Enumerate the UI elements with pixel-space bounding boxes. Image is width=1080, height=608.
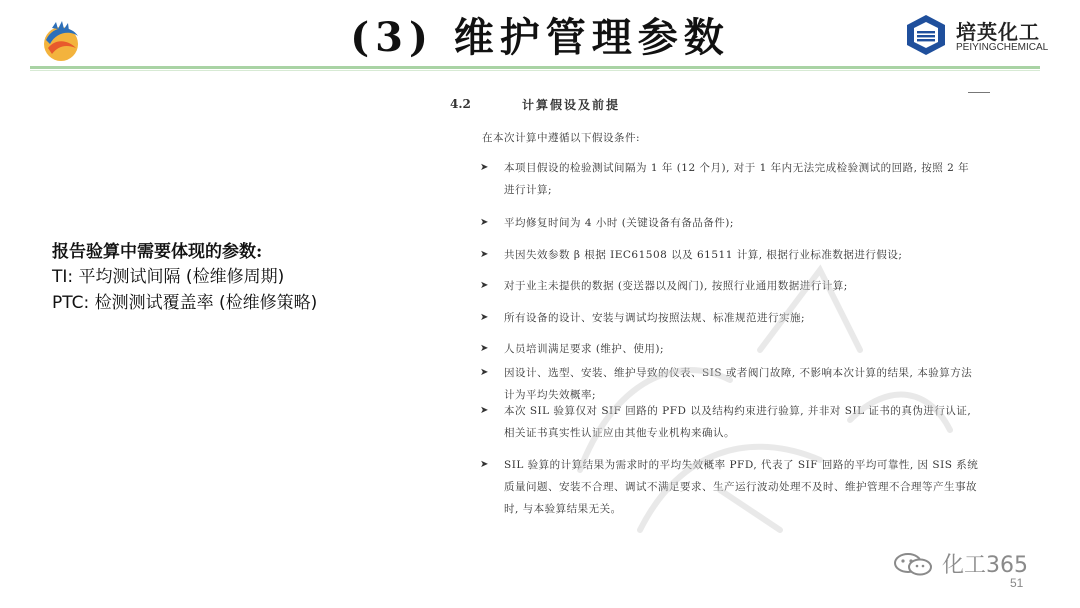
page-corner-mark (968, 92, 990, 93)
arrow-bullet-icon: ➤ (480, 249, 489, 260)
report-excerpt (440, 82, 1020, 542)
arrow-bullet-icon: ➤ (480, 217, 489, 228)
page-number: 51 (1010, 576, 1024, 590)
list-item (480, 157, 980, 201)
list-item (480, 212, 980, 234)
list-item-text: 因设计、选型、安装、维护导致的仪表、SIS 或者阀门故障, 不影响本次计算的结果, 本验算方法计为平均失效概率; (504, 367, 973, 401)
list-item-text: 所有设备的设计、安装与调试均按照法规、标准规范进行实施; (504, 312, 806, 324)
section-title: 计算假设及前提 (522, 98, 621, 112)
arrow-bullet-icon: ➤ (480, 459, 489, 470)
brand-subtitle: PEIYINGCHEMICAL (956, 42, 1049, 53)
list-item (480, 400, 980, 444)
summary-heading: 报告验算中需要体现的参数: (52, 242, 263, 262)
list-item-text: 共因失效参数 β 根据 IEC61508 以及 61511 计算, 根据行业标准数据进行假设; (504, 249, 903, 261)
slide-header (0, 0, 1080, 72)
arrow-bullet-icon: ➤ (480, 367, 489, 378)
summary-line-ti: TI: 平均测试间隔 (检维修周期) (52, 267, 285, 287)
header-divider-thin (30, 70, 1040, 71)
arrow-bullet-icon: ➤ (480, 162, 489, 173)
brand (906, 14, 1056, 58)
arrow-bullet-icon: ➤ (480, 280, 489, 291)
peiying-logo-icon (906, 14, 946, 56)
section-intro: 在本次计算中遵循以下假设条件: (482, 132, 641, 144)
list-item-text: SIL 验算的计算结果为需求时的平均失效概率 PFD, 代表了 SIF 回路的平均可靠性, 因 SIS 系统质量问题、安装不合理、调试不满足要求、生产运行波动处理不及时、维护管理不合理等产生事故时, 与本验算结果无关。 (504, 459, 979, 515)
list-item (480, 338, 980, 360)
wechat-label: 化工365 (942, 553, 1028, 578)
summary-line-ptc: PTC: 检测测试覆盖率 (检维修策略) (52, 293, 318, 313)
list-item (480, 307, 980, 329)
arrow-bullet-icon: ➤ (480, 343, 489, 354)
list-item-text: 对于业主未提供的数据 (变送器以及阀门), 按照行业通用数据进行计算; (504, 280, 848, 292)
list-item-text: 本项目假设的检验测试间隔为 1 年 (12 个月), 对于 1 年内无法完成检验测试的回路, 按照 2 年进行计算; (504, 162, 970, 196)
list-item-text: 本次 SIL 验算仅对 SIF 回路的 PFD 以及结构约束进行验算, 并非对 SIL 证书的真伪进行认证, 相关证书真实性认证应由其他专业机构来确认。 (504, 405, 972, 439)
slide-title: (3) 维护管理参数 (350, 14, 730, 61)
arrow-bullet-icon: ➤ (480, 312, 489, 323)
section-number: 4.2 (450, 97, 471, 111)
brand-name: 培英化工 (956, 20, 1040, 44)
header-divider (30, 66, 1040, 69)
list-item (480, 454, 980, 520)
parameter-summary (52, 240, 432, 316)
list-item (480, 275, 980, 297)
wechat-icon (892, 552, 936, 576)
wechat-account (892, 548, 1052, 578)
arrow-bullet-icon: ➤ (480, 405, 489, 416)
list-item (480, 244, 980, 266)
list-item-text: 平均修复时间为 4 小时 (关键设备有备品备件); (504, 217, 734, 229)
list-item-text: 人员培训满足要求 (维护、使用); (504, 343, 665, 355)
